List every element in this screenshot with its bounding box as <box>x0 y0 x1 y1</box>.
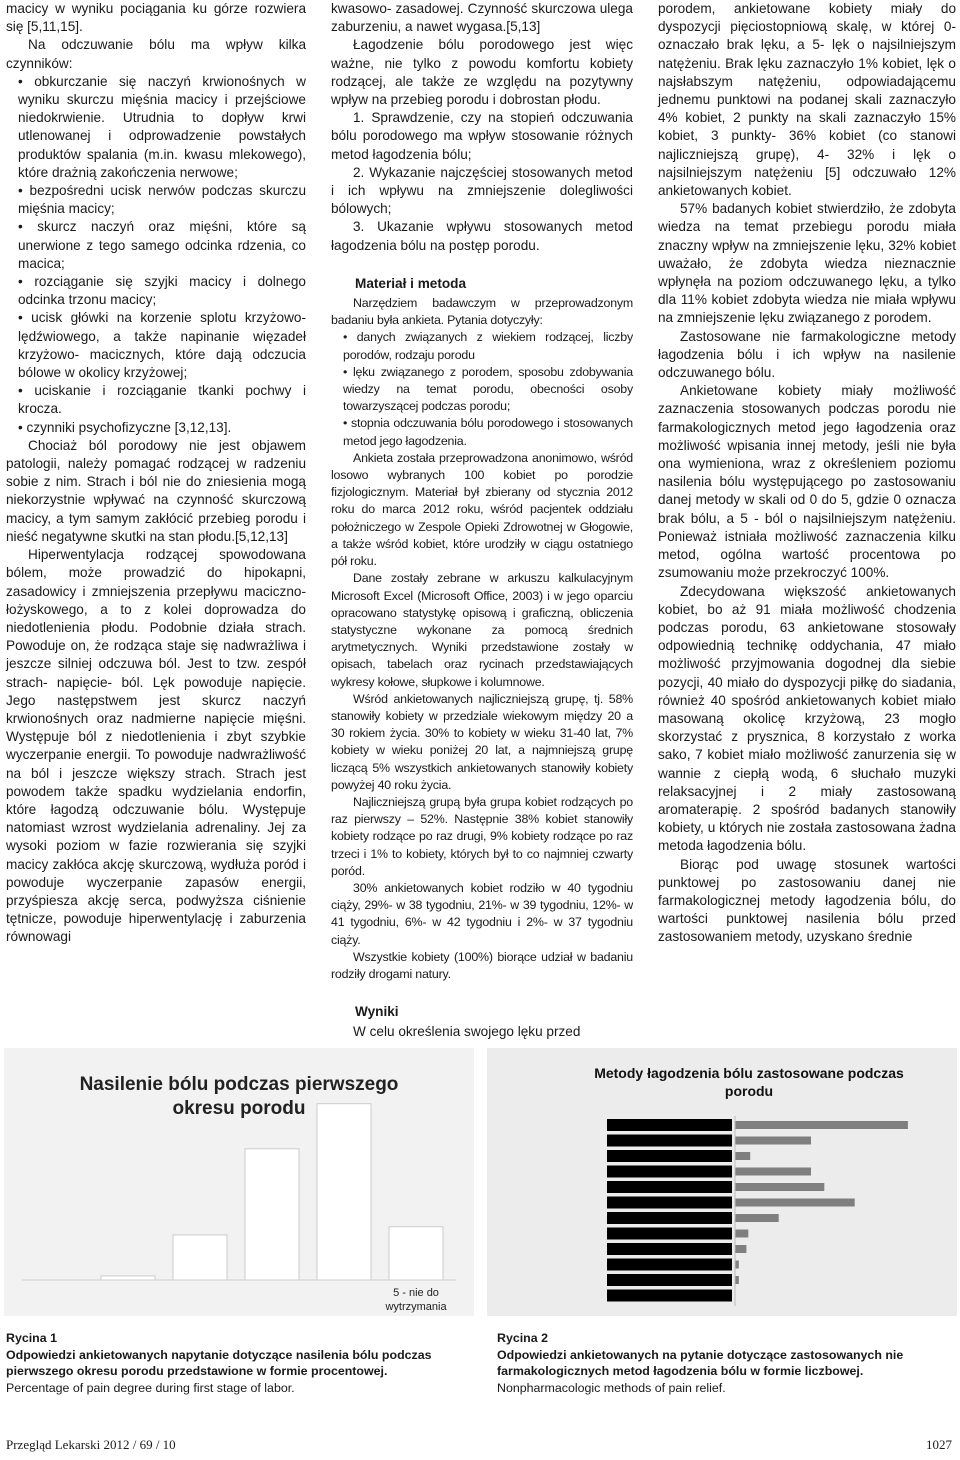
bar <box>735 1137 811 1145</box>
text-column-3 <box>658 0 956 947</box>
bar <box>735 1261 739 1269</box>
paragraph: 57% badanych kobiet stwierdziło, że zdobyta wiedza na temat przebiegu porodu miała znaczny wpływ na zmniejszenie lęku, 32% kobiet uważało, że zdobyta wiedza nieznacznie wpłynęła na poziom odczuwanego lęku, a tylko dla 11% kobiet zdobyta wiedza nie miała wpływu na zmniejszenie lęku związanego z porodem. <box>658 201 956 326</box>
paragraph: macicy w wyniku pociągania ku górze rozwiera się [5,11,15]. <box>6 1 306 35</box>
category-label-bg <box>607 1181 732 1193</box>
figure-1-title: Odpowiedzi ankietowanych napytanie dotyczące nasilenia bólu podczas pierwszego okresu porodu przedstawione w formie procentowej. <box>6 1347 432 1378</box>
paragraph: Narzędziem badawczym w przeprowadzonym badaniu była ankieta. Pytania dotyczyły: <box>331 296 633 328</box>
bar <box>735 1230 748 1238</box>
category-label-bg <box>607 1243 732 1255</box>
pain-intensity-bar-chart <box>4 1048 474 1316</box>
page-number: 1027 <box>926 1437 952 1452</box>
category-label-bg <box>607 1212 732 1224</box>
paragraph: Zastosowane nie farmakologiczne metody łagodzenia bólu i ich wpływ na nasilenie odczuwanego bólu. <box>658 328 956 381</box>
paragraph: • stopnia odczuwania bólu porodowego i stosowanych metod jego łagodzenia. <box>343 416 633 448</box>
paragraph: Najliczniejszą grupą była grupa kobiet rodzących po raz pierwszy – 52%. Następnie 38% kobiet stanowiły kobiety rodzące po raz drugi, 9% kobiety rodzące po raz trzeci i 1% to kobiety, których był to co najmniej czwarty poród. <box>331 794 633 878</box>
bar <box>735 1183 824 1191</box>
paragraph: • rozciąganie się szyjki macicy i dolnego odcinka trzonu macicy; <box>18 274 306 308</box>
paragraph: Dane zostały zebrane w arkuszu kalkulacyjnym Microsoft Excel (Microsoft Office, 2003) i w jego oparciu opracowano statystykę opisową i graficzną, obliczenia statystyczne wykonane za pomocą średnich arytmetycznych. Wyniki przedstawione zostały w opisach, tabelach oraz rycinach przedstawiających wykresy kołowe, słupkowe i kolumnowe. <box>331 571 633 689</box>
category-label-bg <box>607 1119 732 1131</box>
category-label-bg <box>607 1228 732 1240</box>
paragraph: • lęku związanego z porodem, sposobu zdobywania wiedzy na temat porodu, obecności osoby towarzyszącej podczas porodu; <box>343 364 633 414</box>
paragraph: • skurcz naczyń oraz mięśni, które są unerwione z tego samego odcinka rdzenia, co macica; <box>18 219 306 271</box>
paragraph: 1. Sprawdzenie, czy na stopień odczuwania bólu porodowego ma wpływ stosowanie różnych metod łagodzenia bólu; <box>331 110 633 162</box>
bar <box>173 1235 227 1280</box>
category-label-bg <box>607 1259 732 1271</box>
text-column-1 <box>6 0 306 947</box>
paragraph: Hiperwentylacja rodzącej spowodowana bólem, może prowadzić do hipokapni, zasadowicy i zmniejszenia przepływu maciczno-łożyskowego, a to z kolei doprowadza do niedotlenienia płodu. Podobnie działa strach. Powoduje on, że rodząca staje się nadwrażliwa i jeszcze silniej odczuwa ból. Jest to tzw. zespół strach- napięcie- ból. Lęk powoduje napięcie. Jego następstwem jest skurcz naczyń krwionośnych oraz nadmierne napięcie mięśni. Występuje ból z niedotlenienia i zbyt szybkie wyczerpanie energii. To powoduje nadwrażliwość na ból i jeszcze większy strach. Strach jest powodem także spadku wydzielania endorfin, które łagodzą odczuwanie bólu. Występuje natomiast wzrost wydzielania adrenaliny. Jej za wysoki poziom w fazie rozwierania się szyjki macicy zakłóca akcję skurczową, wydłuża poród i powoduje wyczerpanie zapasów energii, przyśpiesza akcję serca, podwyższa ciśnienie tętnicze, powoduje hiperwentylację i zaburzenia równowagi <box>6 547 306 945</box>
paragraph: • uciskanie i rozciąganie tkanki pochwy i krocza. <box>18 383 306 417</box>
figure-2-english: Nonpharmacologic methods of pain relief. <box>497 1380 726 1395</box>
paragraph: 3. Ukazanie wpływu stosowanych metod łagodzenia bólu na postęp porodu. <box>331 219 633 253</box>
journal-footer: Przegląd Lekarski 2012 / 69 / 10 <box>6 1437 176 1452</box>
bar <box>735 1168 811 1176</box>
paragraph: • obkurczanie się naczyń krwionośnych w wyniku skurczu mięśnia macicy i przejściowe niedokrwienie. Utrudnia to dopływ krwi utlenowanej i odprowadzenie powstałych produktów spalania (m.in. kwasu mlekowego), które drażnią zakończenia nerwowe; <box>18 73 306 180</box>
paragraph: 2. Wykazanie najczęściej stosowanych metod i ich wpływu na zmniejszenie dolegliwości bólowych; <box>331 164 633 217</box>
paragraph: • czynniki psychofizyczne [3,12,13]. <box>18 419 232 435</box>
paragraph: W celu określenia swojego lęku przed <box>353 1024 581 1040</box>
bar <box>245 1149 299 1280</box>
paragraph: Ankietowane kobiety miały możliwość zaznaczenia stosowanych podczas porodu nie farmakologicznych metod jego łagodzenia oraz możliwość wpisania innej metody, jeśli nie była ona wymieniona, wraz z określeniem poziomu nasilenia bólu występującego po zastosowaniu danej metody w skali od 0 do 5, gdzie 0 oznacza brak bólu, a 5 - ból o najsilniejszym natężeniu. Ponieważ istniała możliwość zaznaczenia kilku metod, ogólna wartość procentowa po zsumowaniu może przekroczyć 100%. <box>658 383 956 581</box>
category-label-bg <box>607 1197 732 1209</box>
paragraph: 30% ankietowanych kobiet rodziło w 40 tygodniu ciąży, 29%- w 38 tygodniu, 21%- w 39 tygodniu, 12%- w 41 tygodniu, 6%- w 42 tygodniu i 2%- w 37 tygodniu ciąży. <box>331 880 633 947</box>
text-column-2 <box>331 0 633 1042</box>
bar <box>317 1104 371 1280</box>
paragraph: Wszystkie kobiety (100%) biorące udział w badaniu rodziły drogami natury. <box>331 949 633 981</box>
pain-relief-methods-chart <box>487 1048 957 1316</box>
paragraph: Na odczuwanie bólu ma wpływ kilka czynników: <box>6 37 306 71</box>
category-label-bg <box>607 1166 732 1178</box>
bar <box>101 1276 155 1280</box>
category-label-bg <box>607 1274 732 1286</box>
category-label-bg <box>607 1135 732 1147</box>
figure-1-caption <box>6 1330 466 1396</box>
figure-2-label: Rycina 2 <box>497 1331 548 1345</box>
paragraph: Ankieta została przeprowadzona anonimowo, wśród losowo wybranych 100 kobiet po porodzie fizjologicznym. Materiał był zbierany od stycznia 2012 roku do marca 2012 roku, wśród pacjentek oddziału położniczego w Zespole Opieki Zdrowotnej w Głogowie, a także wśród kobiet, które urodziły w ciągu ostatniego pół roku. <box>331 450 633 569</box>
section-heading: Materiał i metoda <box>355 275 467 291</box>
tick-label: 5 - nie do wytrzymania <box>385 1287 447 1313</box>
paragraph: kwasowo- zasadowej. Czynność skurczowa ulega zaburzeniu, a nawet wygasa.[5,13] <box>331 1 633 35</box>
figure-1-label: Rycina 1 <box>6 1331 57 1345</box>
figure-1-english: Percentage of pain degree during first stage of labor. <box>6 1380 295 1395</box>
section-heading: Wyniki <box>355 1004 399 1020</box>
bar <box>735 1152 750 1160</box>
paragraph: Zdecydowana większość ankietowanych kobiet, bo aż 91 miała możliwość chodzenia podczas porodu, 63 ankietowane stosowały odpowiednią technikę oddychania, 47 miało możliwość przyjmowania dogodnej dla siebie pozycji, 40 miało do dyspozycji piłkę do siadania, również 40 spośród ankietowanych kobiet miało masowaną okolicę krzyżową, 23 mogło skorzystać z prysznica, 8 korzystało z worka sako, 7 kobiet miało możliwość zanurzenia się w wannie z ciepłą wodą, 6 słuchało muzyki relaksacyjnej i 2 miały zastosowaną aromaterapię. 2 spośród badanych stanowiły kobiety, u których nie została zastosowana żadna metoda łagodzenia bólu. <box>658 583 956 854</box>
paragraph: • ucisk główki na korzenie splotu krzyżowo-lędźwiowego, a także napinanie więzadeł krzyżowo- macicznych, które dają odczucia bólowe w okolicy krzyżowej; <box>18 310 306 381</box>
bar <box>735 1214 779 1222</box>
paragraph: porodem, ankietowane kobiety miały do dyspozycji pięciostopniową skalę, w której 0- oznaczało brak lęku, a 5- lęk o najsilniejszym natężeniu. Brak lęku zaznaczyło 1% kobiet, lęk o najsłabszym natężeniu, odpowiadającemu jednemu punktowi na podanej skali zaznaczyło 4% kobiet, 2 punkty na skali zaznaczyło 15% kobiet, 3 punkty- 36% kobiet (co stanowi najliczniejszą grupę), 4- 32% i lęk o najsilniejszym natężeniu [5] odczuwało 12% ankietowanych kobiet. <box>658 1 956 199</box>
category-label-bg <box>607 1290 732 1302</box>
paragraph: Biorąc pod uwagę stosunek wartości punktowej po zastosowaniu danej nie farmakologicznej metody łagodzenia bólu, do wartości punktowej nasilenia bólu przed zastosowaniem metody, uzyskano średnie <box>658 856 956 945</box>
chart-title: Nasilenie bólu podczas pierwszego okresu porodu <box>79 1074 399 1119</box>
bar <box>735 1199 855 1207</box>
figure-2-title: Odpowiedzi ankietowanych na pytanie dotyczące zastosowanych nie farmakologicznych metod łagodzenia bólu w formie liczbowej. <box>497 1347 904 1378</box>
figure-2-chart <box>487 1048 957 1316</box>
chart-title: Metody łagodzenia bólu zastosowane podczas porodu <box>594 1065 904 1099</box>
paragraph: Łagodzenie bólu porodowego jest więc ważne, nie tylko z powodu komfortu kobiety rodzącej, ale także ze względu na pozytywny wpływ na przebieg porodu i dobrostan płodu. <box>331 37 633 108</box>
bar <box>735 1121 908 1129</box>
paragraph: • danych związanych z wiekiem rodzącej, liczby porodów, rodzaju porodu <box>343 330 633 362</box>
paragraph: Wśród ankietowanych najliczniejszą grupę, tj. 58% stanowiły kobiety w przedziale wiekowym między 20 a 30 rokiem życia. 30% to kobiety w wieku 31-40 lat, 7% kobiety w wieku poniżej 20 lat, a najmniejszą grupę liczącą 5% wszystkich ankietowanych stanowiły kobiety powyżej 40 roku życia. <box>331 691 633 792</box>
paragraph: • bezpośredni ucisk nerwów podczas skurczu mięśnia macicy; <box>18 183 306 217</box>
bar <box>389 1227 443 1280</box>
paragraph: Chociaż ból porodowy nie jest objawem patologii, należy pomagać rodzącej w radzeniu sobie z nim. Strach i ból nie do zniesienia mogą niekorzystnie wpływać na czynność skurczową macicy, a tym samym zakłócić przebieg porodu i nieść negatywne skutki na stan płodu.[5,12,13] <box>6 437 306 544</box>
figure-1-chart <box>4 1048 474 1316</box>
category-label-bg <box>607 1150 732 1162</box>
bar <box>735 1276 739 1284</box>
figure-2-caption <box>497 1330 957 1396</box>
bar <box>735 1245 746 1253</box>
